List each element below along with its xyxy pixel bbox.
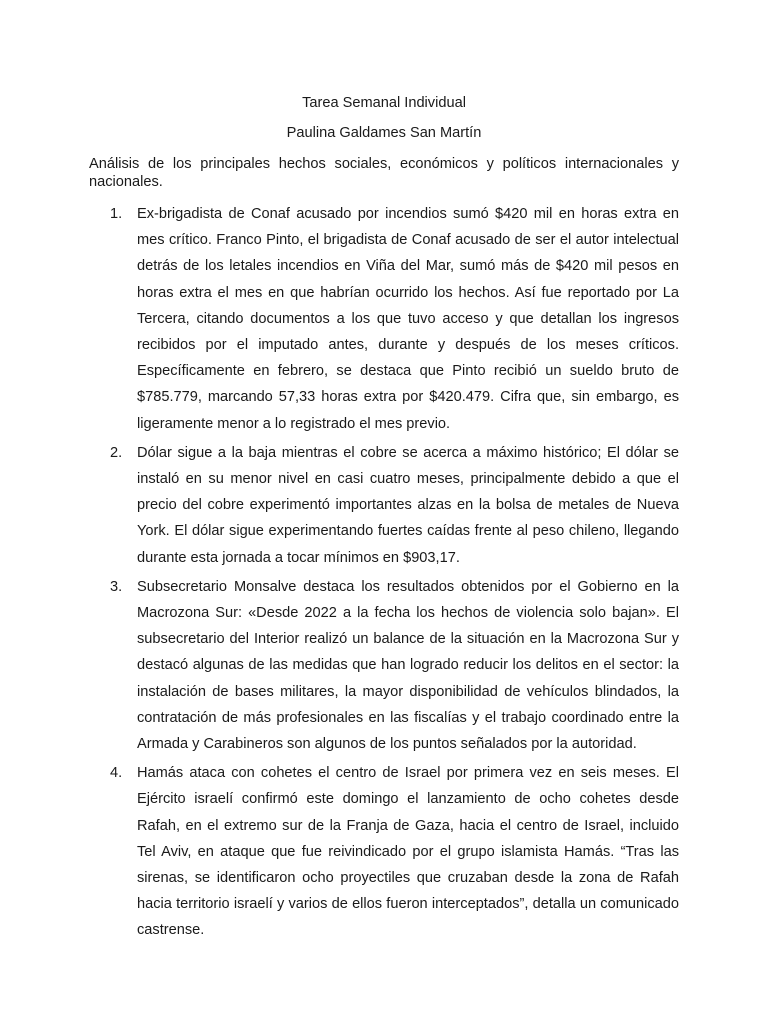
list-item — [0, 574, 679, 757]
list-item — [0, 440, 679, 571]
list-item-text: Subsecretario Monsalve destaca los resultados obtenidos por el Gobierno en la Macrozona Sur: «Desde 2022 a la fecha los hechos de violencia solo bajan». El subsecretario del Interior realizó un balance de la situación en la Macrozona Sur y destacó algunas de las medidas que han logrado reducir los delitos en el sector: la instalación de bases militares, la mayor disponibilidad de vehículos blindados, la contratación de más profesionales en las fiscalías y el trabajo coordinado entre la Armada y Carabineros son algunos de los puntos señalados por la autoridad. — [137, 578, 679, 753]
list-item-number: 3. — [110, 578, 123, 595]
list-item-text: Ex-brigadista de Conaf acusado por incendios sumó $420 mil en horas extra en mes crítico. Franco Pinto, el brigadista de Conaf acusado de ser el autor intelectual detrás de los letales incendios en Viña del Mar, sumó más de $420 mil pesos en horas extra el mes en que habrían ocurrido los hechos. Así fue reportado por La Tercera, citando documentos a los que tuvo acceso y que detallan los ingresos recibidos por el imputado antes, durante y después de los meses críticos. Específicamente en febrero, se destaca que Pinto recibió un sueldo bruto de $785.779, marcando 57,33 horas extra por $420.479. Cifra que, sin embargo, es ligeramente menor a lo registrado el mes previo. — [137, 206, 679, 432]
list-item-number: 4. — [110, 765, 123, 782]
list-item-text: Dólar sigue a la baja mientras el cobre se acerca a máximo histórico; El dólar se instaló en su menor nivel en casi cuatro meses, principalmente debido a que el precio del cobre experimentó importantes alzas en la bolsa de metales de Nueva York. El dólar sigue experimentando fuertes caídas frente al peso chileno, llegando durante esta jornada a tocar mínimos en $903,17. — [137, 444, 679, 566]
list-item-number: 1. — [110, 206, 123, 222]
intro-paragraph: Análisis de los principales hechos sociales, económicos y políticos internacionales y nacionales. — [89, 156, 679, 190]
document-author: Paulina Galdames San Martín — [286, 125, 482, 141]
list-item — [0, 760, 679, 943]
document-title: Tarea Semanal Individual — [302, 95, 466, 111]
list-item-text: Hamás ataca con cohetes el centro de Israel por primera vez en seis meses. El Ejército israelí confirmó este domingo el lanzamiento de ocho cohetes desde Rafah, en el extremo sur de la Franja de Gaza, hacia el centro de Israel, incluido Tel Aviv, en ataque que fue reivindicado por el grupo islamista Hamás. “Tras las sirenas, se identificaron ocho proyectiles que cruzaban desde la zona de Rafah hacia territorio israelí y varios de ellos fueron interceptados”, detalla un comunicado castrense. — [137, 765, 679, 939]
news-list — [0, 201, 768, 947]
list-item — [0, 201, 679, 437]
list-item-number: 2. — [110, 444, 123, 461]
